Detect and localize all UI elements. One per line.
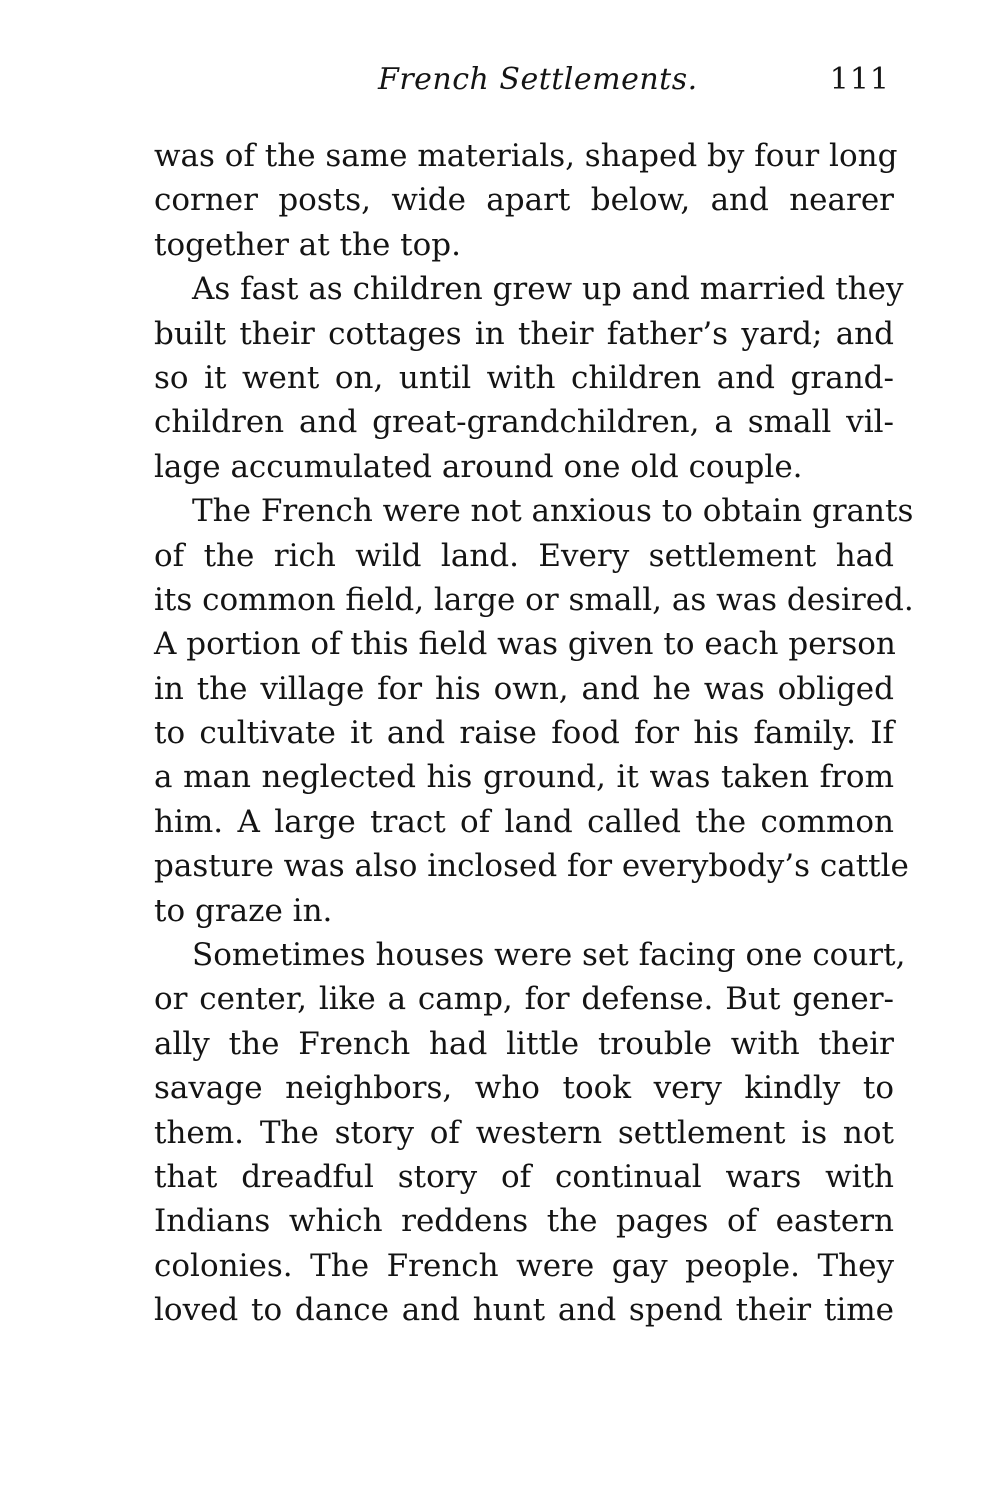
text-line: loved to dance and hunt and spend their time bbox=[154, 1292, 894, 1329]
running-title: French Settlements. bbox=[378, 62, 698, 97]
text-line: The French were not anxious to obtain grants bbox=[192, 493, 914, 530]
page-number: 111 bbox=[829, 62, 890, 97]
text-line: a man neglected his ground, it was taken from bbox=[154, 759, 894, 796]
text-line: to cultivate it and raise food for his family. If bbox=[154, 715, 894, 752]
text-line: lage accumulated around one old couple. bbox=[154, 448, 803, 485]
text-line: him. A large tract of land called the common bbox=[154, 803, 894, 840]
text-line: together at the top. bbox=[154, 226, 461, 263]
text-line: A portion of this field was given to each person bbox=[154, 626, 896, 663]
text-line: built their cottages in their father’s yard; and bbox=[154, 315, 894, 352]
text-line: Indians which reddens the pages of eastern bbox=[154, 1203, 894, 1240]
text-line: in the village for his own, and he was obliged bbox=[154, 670, 894, 707]
text-line: pasture was also inclosed for everybody’s cattle bbox=[154, 848, 909, 885]
running-head bbox=[154, 58, 894, 102]
text-line: its common field, large or small, as was desired. bbox=[154, 581, 914, 618]
body-text bbox=[154, 134, 914, 1333]
text-line: corner posts, wide apart below, and nearer bbox=[154, 182, 894, 219]
text-line: them. The story of western settlement is not bbox=[154, 1114, 894, 1151]
text-line: of the rich wild land. Every settlement had bbox=[154, 537, 894, 574]
text-line: ally the French had little trouble with their bbox=[154, 1025, 894, 1062]
text-line: As fast as children grew up and married they bbox=[192, 271, 904, 308]
text-line: to graze in. bbox=[154, 892, 333, 929]
text-line: colonies. The French were gay people. They bbox=[154, 1247, 894, 1284]
text-line: children and great-grandchildren, a small vil- bbox=[154, 404, 894, 441]
text-line: Sometimes houses were set facing one court, bbox=[192, 937, 906, 974]
text-line: that dreadful story of continual wars with bbox=[154, 1158, 894, 1195]
text-line: was of the same materials, shaped by four long bbox=[154, 138, 898, 174]
text-line: savage neighbors, who took very kindly to bbox=[154, 1070, 894, 1107]
text-line: so it went on, until with children and grand- bbox=[154, 359, 894, 396]
text-line: or center, like a camp, for defense. But gener- bbox=[154, 981, 894, 1018]
